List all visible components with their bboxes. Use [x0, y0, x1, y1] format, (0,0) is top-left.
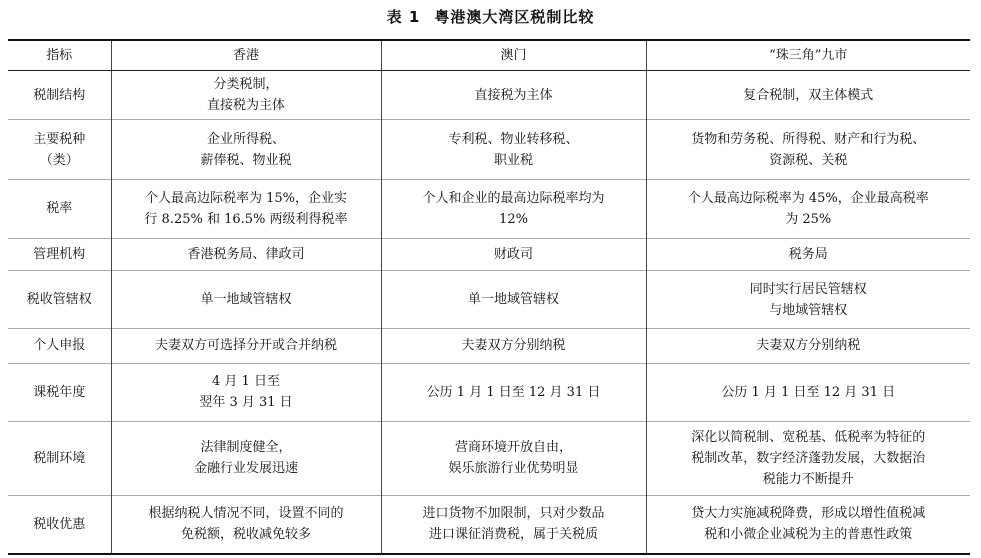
cell-macau: 直接税为主体	[381, 71, 646, 120]
row-label: 税制环境	[8, 422, 111, 495]
cell-prd: 深化以简税制、宽税基、低税率为特征的 税制改革，数字经济蓬勃发展，大数据治 税能力不断提升	[646, 422, 970, 495]
cell-macau: 专利税、物业转移税、 职业税	[381, 120, 646, 180]
cell-macau: 进口货物不加限制，只对少数品 进口课征消费税，属于关税质	[381, 495, 646, 554]
table-number: 表 1	[386, 8, 421, 26]
cell-hong-kong: 4 月 1 日至 翌年 3 月 31 日	[111, 363, 381, 422]
cell-macau: 单一地域管辖权	[381, 271, 646, 329]
tax-comparison-table	[8, 39, 970, 555]
cell-hong-kong: 单一地域管辖权	[111, 271, 381, 329]
table-row	[8, 422, 970, 495]
table-caption	[0, 6, 981, 28]
table-row	[8, 271, 970, 329]
header-indicator: 指标	[8, 40, 111, 71]
cell-macau: 夫妻双方分别纳税	[381, 328, 646, 363]
row-label: 课税年度	[8, 363, 111, 422]
table-row	[8, 180, 970, 239]
cell-hong-kong: 个人最高边际税率为 15%，企业实 行 8.25% 和 16.5% 两级利得税率	[111, 180, 381, 239]
row-label: 主要税种 （类）	[8, 120, 111, 180]
cell-hong-kong: 法律制度健全， 金融行业发展迅速	[111, 422, 381, 495]
table-row	[8, 495, 970, 554]
header-macau: 澳门	[381, 40, 646, 71]
table-row	[8, 238, 970, 271]
header-prd-nine-cities: “珠三角”九市	[646, 40, 970, 71]
cell-macau: 个人和企业的最高边际税率均为 12%	[381, 180, 646, 239]
row-label: 个人申报	[8, 328, 111, 363]
table-row	[8, 328, 970, 363]
table-row	[8, 363, 970, 422]
cell-prd: 复合税制，双主体模式	[646, 71, 970, 120]
cell-prd: 税务局	[646, 238, 970, 271]
cell-hong-kong: 香港税务局、律政司	[111, 238, 381, 271]
cell-prd: 贷大力实施减税降费，形成以增性值税减 税和小微企业减税为主的普惠性政策	[646, 495, 970, 554]
cell-macau: 营商环境开放自由， 娱乐旅游行业优势明显	[381, 422, 646, 495]
cell-hong-kong: 分类税制， 直接税为主体	[111, 71, 381, 120]
cell-prd: 货物和劳务税、所得税、财产和行为税、 资源税、关税	[646, 120, 970, 180]
table-row	[8, 71, 970, 120]
cell-prd: 同时实行居民管辖权 与地域管辖权	[646, 271, 970, 329]
cell-prd: 夫妻双方分别纳税	[646, 328, 970, 363]
cell-hong-kong: 企业所得税、 薪俸税、物业税	[111, 120, 381, 180]
table-title: 粤港澳大湾区税制比较	[434, 8, 595, 26]
cell-hong-kong: 根据纳税人情况不同，设置不同的 免税额，税收减免较多	[111, 495, 381, 554]
cell-prd: 个人最高边际税率为 45%，企业最高税率 为 25%	[646, 180, 970, 239]
cell-macau: 公历 1 月 1 日至 12 月 31 日	[381, 363, 646, 422]
row-label: 税收管辖权	[8, 271, 111, 329]
cell-macau: 财政司	[381, 238, 646, 271]
table-row	[8, 120, 970, 180]
row-label: 税收优惠	[8, 495, 111, 554]
header-hong-kong: 香港	[111, 40, 381, 71]
row-label: 税率	[8, 180, 111, 239]
cell-hong-kong: 夫妻双方可选择分开或合并纳税	[111, 328, 381, 363]
row-label: 管理机构	[8, 238, 111, 271]
cell-prd: 公历 1 月 1 日至 12 月 31 日	[646, 363, 970, 422]
row-label: 税制结构	[8, 71, 111, 120]
header-row	[8, 40, 970, 71]
